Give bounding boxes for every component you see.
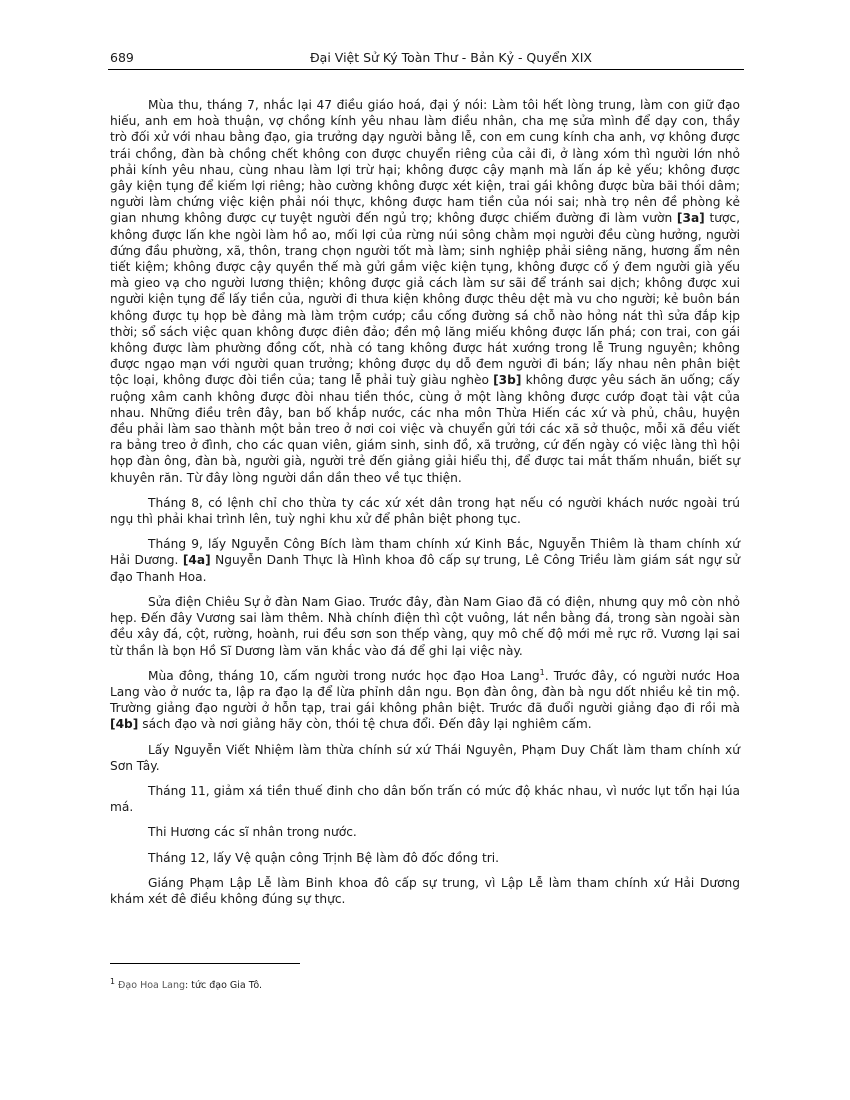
- footnote-ref: 1: [539, 667, 545, 677]
- page-marker: [3a]: [676, 211, 705, 226]
- paragraph-text: Tháng 11, giảm xá tiền thuế đinh cho dân bốn trấn có mức độ khác nhau, vì nước lụt tổn hại lúa má.: [110, 783, 740, 815]
- paragraph: [110, 783, 740, 815]
- paragraph: [110, 742, 740, 774]
- paragraph-text: không được yêu sách ăn uống; cấy ruộng xâm canh không được đòi nhau tiền thóc, cùng ở một làng không được cướp đoạt tài vật của nhau. Những điều trên đây, ban bố khắp nước, các nha môn Thừa Hiến các xứ và phủ, châu, huyện đều phải làm sao thành một bản treo ở nơi coi việc và chuyển gửi tới các xã sở thuộc, mỗi xã đều viết ra bảng treo ở đình, cho các quan viên, giám sinh, sinh đồ, xã trưởng, cứ đến ngày có việc làng thì hội họp đàn ông, đàn bà, người già, người trẻ đến giảng giải hiểu thị, để được tai mắt thấm nhuần, biết sự khuyên răn. Từ đây lòng người dần dần theo về tục thiện.: [110, 373, 740, 485]
- paragraph: [110, 668, 740, 733]
- page-header: [110, 50, 740, 70]
- footnote-rule: [110, 963, 300, 964]
- page-marker: [4a]: [182, 553, 211, 568]
- page-marker: [4b]: [110, 717, 139, 732]
- paragraph-text: Giáng Phạm Lập Lễ làm Binh khoa đô cấp sự trung, vì Lập Lễ làm tham chính xứ Hải Dương khám xét đê điều không đúng sự thực.: [110, 875, 740, 906]
- header-rule: [108, 69, 744, 70]
- running-title: Đại Việt Sử Ký Toàn Thư - Bản Kỷ - Quyển XIX: [310, 50, 592, 65]
- footnote-text: : tức đạo Gia Tô.: [185, 980, 262, 992]
- paragraph-text: sách đạo và nơi giảng hãy còn, thói tệ chưa đổi. Đến đây lại nghiêm cấm.: [138, 717, 592, 732]
- paragraph-text: Nguyễn Danh Thực là Hình khoa đô cấp sự trung, Lê Công Triều làm giám sát ngự sử đạo Thanh Hoa.: [110, 553, 740, 584]
- paragraph: [110, 97, 740, 486]
- paragraph: [110, 495, 740, 527]
- page-number: 689: [110, 50, 134, 65]
- paragraph: [110, 594, 740, 659]
- paragraph: [110, 536, 740, 585]
- paragraph-text: Mùa đông, tháng 10, cấm người trong nước học đạo Hoa Lang: [148, 668, 540, 683]
- paragraph-text: Mùa thu, tháng 7, nhắc lại 47 điều giáo hoá, đại ý nói: Làm tôi hết lòng trung, làm con giữ đạo hiếu, anh em hoà thuận, vợ chồng kính yêu nhau làm điều nhân, cha mẹ sửa mình để dạy con, thầy trò đối xử với nhau bằng đạo, gia trưởng dạy người bằng lễ, con em cung kính cha anh, vợ không được trái chồng, đàn bà chồng chết không con được chuyển riêng của cải đi, ở làng xóm thì người lớn nhỏ phải kính yêu nhau, cùng nhau làm lợi trừ hại; không được cậy mạnh mà lấn áp kẻ yếu; không được gây kiện tụng để kiếm lợi riêng; hào cường không được xét kiện, trai gái không được bừa bãi thói dâm; người làm chứng việc kiện phải nói thực, không được ham tiền của nói sai; nhà trọ nên đề phòng kẻ gian nhưng không được cự tuyệt người đến ngủ trọ; không được chiếm đường đi làm vườn: [110, 98, 740, 226]
- paragraph-text: Tháng 8, có lệnh chỉ cho thừa ty các xứ xét dân trong hạt nếu có người khách nước ngoài trú ngụ thì phải khai trình lên, tuỳ nghi khu xử để phân biệt phong tục.: [110, 495, 740, 527]
- paragraph-text: . Trước đây, có người nước Hoa Lang vào ở nước ta, lập ra đạo lạ để lừa phỉnh dân ngu. Bọn đàn ông, đàn bà ngu dốt nhiều kẻ tin mộ. Trường giảng đạo người ở hỗn tạp, trai gái không phân biệt. Trước đã đuổi người giảng đạo đi rồi mà: [110, 668, 740, 716]
- paragraph-text: Tháng 9, lấy Nguyễn Công Bích làm tham chính xứ Kinh Bắc, Nguyễn Thiêm là tham chính xứ Hải Dương.: [110, 537, 740, 568]
- paragraph: [110, 850, 740, 866]
- footnote-marker: 1: [110, 977, 116, 986]
- document-body: [110, 97, 740, 916]
- footnote-term: Đạo Hoa Lang: [115, 980, 186, 992]
- paragraph-text: Thi Hương các sĩ nhân trong nước.: [148, 825, 357, 840]
- page-marker: [3b]: [493, 373, 522, 388]
- paragraph-text: Lấy Nguyễn Viết Nhiệm làm thừa chính sứ xứ Thái Nguyên, Phạm Duy Chất làm tham chính xứ Sơn Tây.: [110, 742, 740, 773]
- paragraph-text: Sửa điện Chiêu Sự ở đàn Nam Giao. Trước đây, đàn Nam Giao đã có điện, nhưng quy mô còn nhỏ hẹp. Đến đây Vương sai làm thêm. Nhà chính điện thì cột vuông, lát nền bằng đá, trong sàn ngoài sàn đều xây đá, cột, rường, hoành, rui đều sơn son thếp vàng, quy mô chế độ mới mẻ rực rỡ. Vương lại sai từ thần là bọn Hồ Sĩ Dương làm văn khắc vào đá để ghi lại việc này.: [110, 594, 740, 658]
- paragraph: [110, 875, 740, 907]
- paragraph-text: Tháng 12, lấy Vệ quận công Trịnh Bệ làm đô đốc đồng tri.: [148, 850, 500, 865]
- paragraph: [110, 824, 740, 840]
- footnote: [110, 977, 262, 991]
- paragraph-text: tược, không được lấn khe ngòi làm hồ ao, mối lợi của rừng núi sông chằm mọi người đều cùng hưởng, người đứng đầu phường, xã, thôn, trang chọn người tốt mà làm; sinh nghiệp phải siêng năng, hương ẩm nên tiết kiệm; không được cậy quyền thế mà gửi gắm việc kiện tụng, không được cố ý đem người già yếu mà gieo vạ cho người lương thiện; không được giả cách làm sư sãi để tránh sai dịch; không được xui người kiện tụng để lấy tiền của, người đi thưa kiện không được thêu dệt mà vu cho người; kẻ buôn bán không được tụ họp bè đảng mà làm trộm cướp; cầu cống đường sá chỗ nào hỏng nát thì sửa đắp kịp thời; sổ sách việc quan không được điên đảo; đền mộ lăng miếu không được lấn phá; con trai, con gái không được làm phường đồng cốt, nhà có tang không được hát xướng trong lễ Trung nguyên; không được ngạo mạn với người quan trưởng; không được dụ dỗ đem người đi bán; lấy nhau nên phân biệt tộc loại, không được đòi tiền của; tang lễ phải tuỳ giàu nghèo: [110, 211, 740, 388]
